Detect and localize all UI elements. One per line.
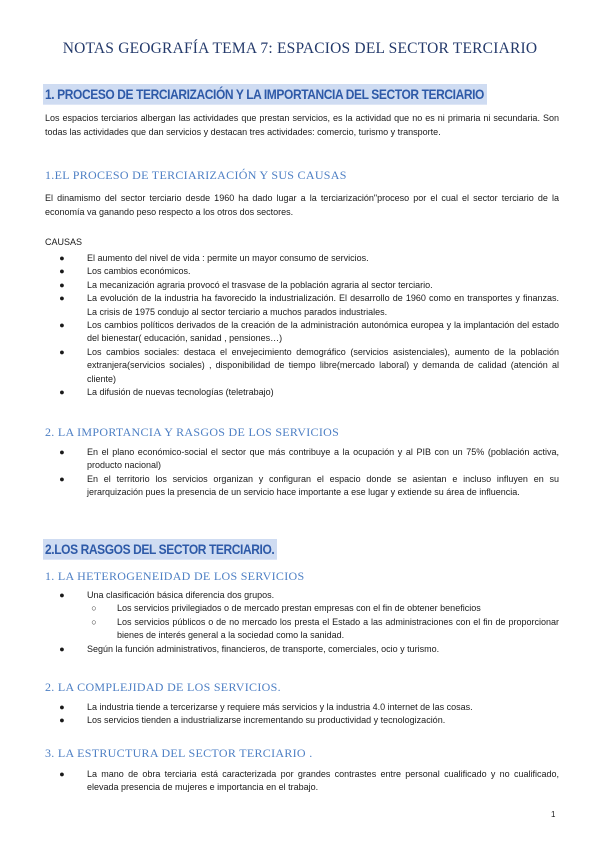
page-number: 1	[551, 810, 556, 819]
bullet-icon: ●	[59, 266, 65, 277]
list-item: ● La industria tiende a tercerizarse y requiere más servicios y la industria 4.0 internet de las cosas.	[45, 701, 559, 714]
heterogeneidad-list	[45, 589, 559, 656]
causas-label: CAUSAS	[45, 237, 83, 247]
list-item: ● Los servicios tienden a industrializarse incrementando su productividad y tecnologización.	[45, 714, 559, 727]
estructura-list	[45, 768, 559, 795]
list-item: ● El aumento del nivel de vida : permite un mayor consumo de servicios.	[45, 252, 559, 265]
bullet-icon: ●	[59, 643, 65, 654]
bullet-icon: ●	[59, 320, 65, 331]
importancia-list	[45, 446, 559, 500]
list-item: ● En el territorio los servicios organizan y configuran el espacio donde se asientan e incluso influyen en su jerarquización pues la presencia de un servicio hace importante a ese lugar y extiende su área de influencia.	[45, 473, 559, 500]
list-item: ● Una clasificación básica diferencia dos grupos. ○ Los servicios privilegiados o de mercado prestan empresas con el fin de obtener beneficios ○ Los servicios públicos o de no mercado los presta el Estado a las administraciones con el fin de proporcionar bienes de interés general a la sociedad como la sanidad.	[45, 589, 559, 643]
bullet-icon: ●	[59, 590, 65, 600]
subheading-complejidad: 2. LA COMPLEJIDAD DE LOS SERVICIOS.	[45, 680, 281, 694]
list-item: ● La difusión de nuevas tecnologías (teletrabajo)	[45, 386, 559, 399]
list-item: ● Los cambios económicos.	[45, 265, 559, 278]
section-heading-rasgos: 2.LOS RASGOS DEL SECTOR TERCIARIO.	[43, 539, 277, 560]
bullet-icon: ●	[59, 715, 65, 726]
bullet-icon: ●	[59, 769, 65, 779]
dinamismo-paragraph: El dinamismo del sector terciario desde 1960 ha dado lugar a la terciarización"proceso por el cual el sector terciario de la economía va ganando peso respecto a los otros dos sectores.	[45, 193, 559, 217]
bullet-icon: ●	[59, 253, 65, 263]
complejidad-list	[45, 701, 559, 728]
subgroup-list	[87, 602, 559, 642]
subheading-heterogeneidad: 1. LA HETEROGENEIDAD DE LOS SERVICIOS	[45, 569, 305, 583]
circle-bullet-icon: ○	[91, 603, 97, 614]
bullet-icon: ●	[59, 293, 65, 304]
bullet-icon: ●	[59, 702, 65, 712]
list-item: ● En el plano económico-social el sector que más contribuye a la ocupación y al PIB con un 75% (población activa, producto nacional)	[45, 446, 559, 473]
page-title: NOTAS GEOGRAFÍA TEMA 7: ESPACIOS DEL SECTOR TERCIARIO	[62, 40, 538, 57]
list-item: ● La evolución de la industria ha favorecido la industrialización. El desarrollo de 1960 como en transportes y finanzas. La crisis de 1975 condujo al sector terciario a muchos parados industriales.	[45, 292, 559, 319]
section-heading-terciarizacion: 1. PROCESO DE TERCIARIZACIÓN Y LA IMPORTANCIA DEL SECTOR TERCIARIO	[43, 84, 487, 105]
sublist-item: ○ Los servicios privilegiados o de mercado prestan empresas con el fin de obtener beneficios	[87, 602, 559, 615]
causas-list	[45, 252, 559, 399]
bullet-icon: ●	[59, 447, 65, 457]
intro-paragraph: Los espacios terciarios albergan las actividades que prestan servicios, es la actividad que no es ni primaria ni secundaria. Son todas las actividades que dan servicios y destacan tres actividades: comercio, turismo y transporte.	[45, 113, 559, 137]
bullet-icon: ●	[59, 473, 65, 484]
subheading-estructura: 3. LA ESTRUCTURA DEL SECTOR TERCIARIO .	[45, 746, 313, 760]
list-item: ● Según la función administrativos, financieros, de transporte, comerciales, ocio y turismo.	[45, 643, 559, 656]
subheading-proceso-causas: 1.EL PROCESO DE TERCIARIZACIÓN Y SUS CAUSAS	[45, 168, 347, 182]
list-item: ● Los cambios políticos derivados de la creación de la administración autonómica europea y la implantación del estado del bienestar( educación, sanidad , pensiones…)	[45, 319, 559, 346]
circle-bullet-icon: ○	[91, 616, 97, 627]
bullet-icon: ●	[59, 387, 65, 398]
list-item: ● La mano de obra terciaria está caracterizada por grandes contrastes entre personal cualificado y no cualificado, elevada presencia de mujeres e importancia en el trabajo.	[45, 768, 559, 795]
sublist-item: ○ Los servicios públicos o de no mercado los presta el Estado a las administraciones con el fin de proporcionar bienes de interés general a la sociedad como la sanidad.	[87, 616, 559, 643]
list-item: ● Los cambios sociales: destaca el envejecimiento demográfico (servicios asistenciales), aumento de la población extranjera(servicios sociales) , disponibilidad de tiempo libre(mercado laboral) y demanda de calidad (atención al cliente)	[45, 346, 559, 386]
bullet-icon: ●	[59, 279, 65, 290]
subheading-importancia-rasgos: 2. LA IMPORTANCIA Y RASGOS DE LOS SERVICIOS	[45, 425, 340, 439]
list-item: ● La mecanización agraria provocó el trasvase de la población agraria al sector terciario.	[45, 279, 559, 292]
bullet-icon: ●	[59, 346, 65, 357]
